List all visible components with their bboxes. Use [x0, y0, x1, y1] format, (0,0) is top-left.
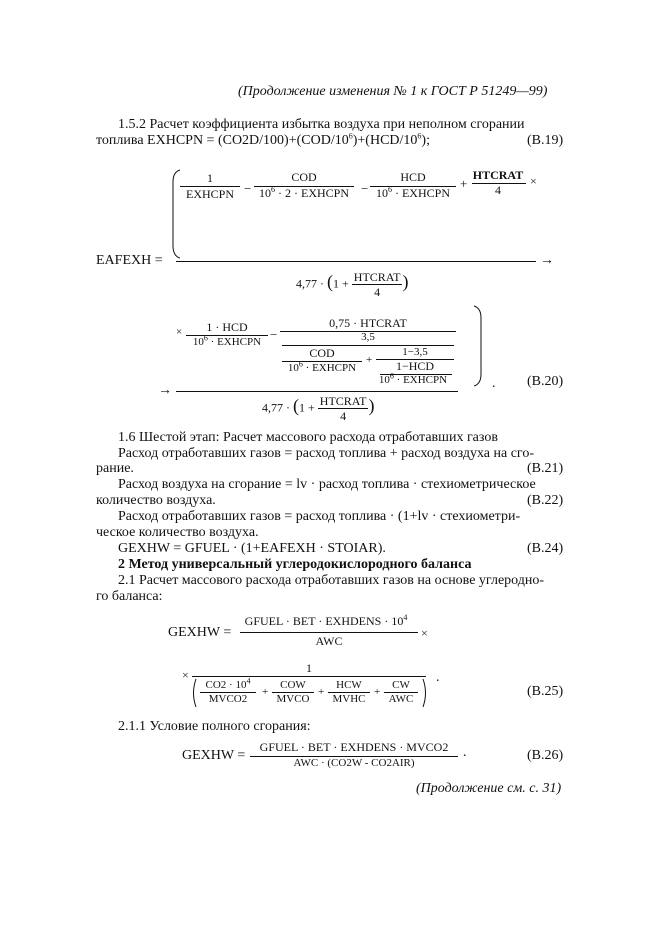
superscript: 6 [203, 333, 208, 343]
equation-number-b26: (В.26) [527, 748, 564, 763]
f2-den: MVCO [276, 693, 310, 705]
text-fragment: 10 [375, 186, 388, 200]
section-2-1-1: 2.1.1 Условие полного сгорания: [118, 719, 311, 734]
text-fragment: GFUEL · BET · EXHDENS · 10 [244, 614, 404, 628]
f3-num: HCW [336, 679, 362, 691]
operator-times: × [176, 326, 183, 338]
section-1-5-2-line1: 1.5.2 Расчет коэффициента избытка воздуха при неполном сгорании [118, 117, 525, 132]
operator-times: × [182, 668, 189, 682]
formula-b24: GEXHW = GFUEL · (1+EAFEXH · STOIAR). [118, 541, 386, 556]
section-2-title: 2 Метод универсальный углеродокислородного баланса [118, 557, 472, 572]
main-fraction-bar [176, 391, 458, 392]
period: . [492, 376, 496, 391]
f4-num: CW [392, 679, 410, 691]
text-fragment: )+(HCD/10 [352, 133, 418, 148]
fraction-bar [192, 676, 426, 677]
superscript: 4 [403, 613, 408, 622]
equation-number-b24: (В.24) [527, 541, 564, 556]
text-line: го баланса: [96, 589, 163, 604]
term-3-den [370, 186, 456, 201]
fraction-htcrat-4 [318, 394, 369, 423]
equation-number-b25: (В.25) [527, 684, 564, 699]
b26-den: AWC · (CO2W - CO2AIR) [293, 757, 415, 769]
page-header: (Продолжение изменения № 1 к ГОСТ Р 51249—99) [238, 84, 548, 99]
text-line: Расход воздуха на сгорание = lv · расход топлива · стехиометрическое [118, 477, 536, 492]
superscript: 6 [387, 185, 392, 194]
l2-b-den-top: 3,5 [361, 331, 375, 343]
l2-a-den [184, 333, 270, 348]
equation-number-b19: (В.19) [527, 133, 564, 148]
operator-minus: − [270, 327, 278, 342]
text-fragment: 10 [287, 362, 299, 374]
l2-c-num: COD [309, 346, 335, 360]
text-fragment: 10 [259, 186, 271, 200]
period: . [463, 745, 467, 760]
paren-open: ( [293, 395, 299, 416]
term-3-num: HCD [400, 170, 426, 184]
l2-d-mid: 1−HCD [395, 359, 435, 373]
equation-number-b21: (В.21) [527, 461, 564, 476]
superscript: 6 [298, 359, 303, 369]
equation-number-b22: (В.22) [527, 493, 564, 508]
fraction-den: 4 [374, 285, 381, 299]
text-fragment: · EXHCPN [393, 374, 448, 386]
term-1-den: EXHCPN [185, 187, 234, 201]
equation-number-b20: (В.20) [527, 374, 564, 389]
fraction-num: HTCRAT [319, 394, 367, 408]
main-fraction-bar [176, 261, 536, 262]
operator-plus: + [374, 686, 381, 698]
right-bracket [472, 304, 484, 388]
text-fragment: 10 [192, 336, 204, 348]
text-fragment: 4,77 · [296, 276, 327, 291]
formula-lhs-gexhw: GEXHW = [182, 748, 246, 763]
b25-one: 1 [306, 661, 312, 675]
text-fragment: ); [421, 133, 430, 148]
f2-num: COW [280, 679, 306, 691]
f1-num [198, 676, 258, 691]
text-fragment: 1 + [299, 400, 318, 415]
operator-minus: − [361, 181, 369, 196]
operator-plus: + [318, 686, 325, 698]
f3-den: MVHC [332, 693, 366, 705]
text-line: ческое количество воздуха. [96, 525, 259, 540]
operator-times: × [421, 626, 428, 640]
l2-d-top: 1−3,5 [402, 346, 428, 358]
superscript: 6 [271, 185, 275, 194]
f4-den: AWC [388, 693, 414, 705]
paren-open: ( [327, 271, 333, 292]
section-1-5-2-line2 [96, 133, 430, 149]
superscript: 6 [348, 131, 353, 141]
text-fragment: 10 [378, 374, 390, 386]
fraction-bar [240, 632, 418, 633]
b26-num: GFUEL · BET · EXHDENS · MVCO2 [259, 740, 449, 754]
formula-lhs-eafexh: EAFEXH = [96, 253, 163, 268]
term-1 [178, 171, 242, 186]
f1-den: MVCO2 [208, 693, 248, 705]
paren-close: ) [402, 271, 409, 292]
text-fragment: · EXHCPN [207, 336, 262, 348]
text-line: Расход отработавших газов = расход топлива + расход воздуха на сго- [118, 446, 534, 461]
denominator-477 [296, 270, 408, 299]
text-fragment: 1 + [333, 276, 352, 291]
operator-plus: + [460, 176, 468, 191]
superscript: 6 [417, 131, 422, 141]
term-1-num: 1 [207, 171, 213, 185]
l2-a-num: 1 · HCD [206, 320, 248, 334]
text-line: Расход отработавших газов = расход топлива · (1+lv · стехиометри- [118, 509, 521, 524]
b25-num [234, 614, 418, 629]
paren-close-large [421, 678, 429, 708]
paren-close: ) [368, 395, 375, 416]
text-fragment: топлива EXHCPN = (CO2D/100)+(COD/10 [96, 133, 349, 148]
text-line: рание. [96, 461, 134, 476]
paren-open-large [190, 678, 198, 708]
fraction-htcrat-4 [352, 270, 403, 299]
b25-den: AWC [315, 634, 343, 648]
text-line: количество воздуха. [96, 493, 216, 508]
operator-times: × [530, 174, 537, 188]
continuation-arrow: → [158, 383, 172, 398]
text-fragment: · EXHCPN [302, 362, 357, 374]
operator-plus: + [366, 354, 373, 366]
text-line: 2.1 Расчет массового расхода отработавших газов на основе углеродно- [118, 573, 545, 588]
term-2-den [254, 186, 354, 201]
formula-lhs-gexhw: GEXHW = [168, 625, 232, 640]
period: . [436, 670, 440, 685]
section-1-6-title: 1.6 Шестой этап: Расчет массового расхода отработавших газов [118, 430, 498, 445]
l2-c-den [278, 359, 366, 374]
text-fragment: · EXHCPN [391, 186, 450, 200]
denominator-477-l2 [262, 394, 374, 423]
operator-minus: − [244, 181, 252, 196]
operator-plus: + [262, 686, 269, 698]
continuation-arrow: → [540, 253, 554, 268]
l2-d-den [370, 371, 456, 386]
text-fragment: CO2 · 10 [205, 679, 247, 691]
superscript: 4 [246, 676, 251, 686]
term-2-num: COD [291, 170, 317, 184]
term-4-den: 4 [495, 183, 501, 197]
term-4-num: HTCRAT [472, 168, 524, 182]
fraction-den: 4 [340, 409, 347, 423]
superscript: 6 [389, 371, 394, 381]
text-fragment: · 2 · EXHCPN [275, 186, 349, 200]
text-fragment: 4,77 · [262, 400, 293, 415]
page-footer: (Продолжение см. с. 31) [416, 781, 562, 796]
l2-b-num: 0,75 · HTCRAT [329, 316, 407, 330]
fraction-num: HTCRAT [353, 270, 401, 284]
